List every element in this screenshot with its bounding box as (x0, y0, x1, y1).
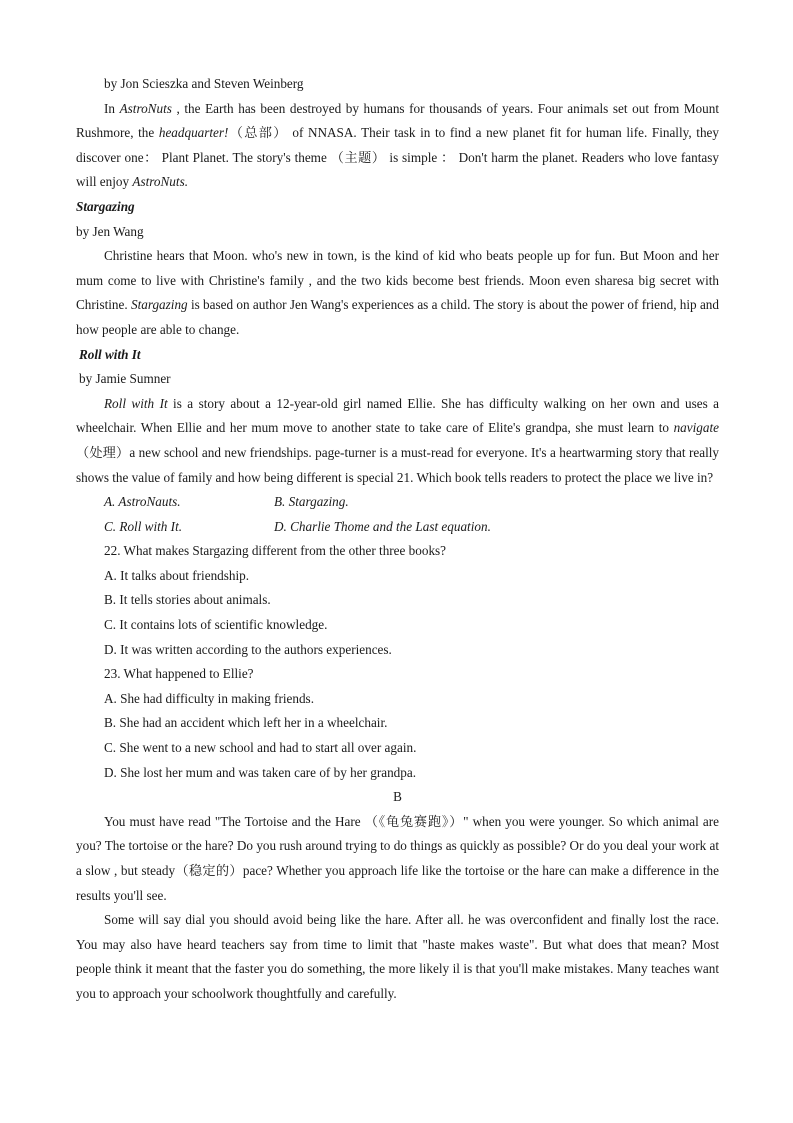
q23-option-a: A. She had difficulty in making friends. (104, 690, 314, 706)
q23-option-d: D. She lost her mum and was taken care of by her grandpa. (104, 764, 417, 780)
astronuts-p1-italic: AstroNuts (119, 100, 172, 116)
astronuts-p1: In (104, 100, 120, 116)
q21-option-a: A. AstroNauts. (104, 494, 181, 510)
roll-p1-italic2: navigate (673, 420, 719, 436)
stargazing-p1-italic: Stargazing (130, 297, 188, 313)
q21-option-d: D. Charlie Thome and the Last equation. (274, 518, 491, 534)
roll-title: Roll with It (79, 346, 141, 362)
q22-option-b: B. It tells stories about animals. (104, 592, 271, 608)
astronuts-paragraph (76, 97, 719, 195)
q22-stem: 22. What makes Stargazing different from the other three books? (104, 543, 447, 559)
astronuts-p3: （总部） of NNASA. Their task in to find a new planet fit for human life. Finally, they discover one： Plant Planet. The story's theme （主题） is simple ： Don't harm the planet. Readers who love fantasy will enjoy (76, 125, 719, 190)
q22-option-c: C. It contains lots of scientific knowledge. (104, 617, 328, 633)
section-b-paragraph-2: Some will say dial you should avoid being like the hare. After all. he was overconfident and finally lost the race. You may also have heard teachers say from time to limit that "haste makes waste". But what does that mean? Most people think it meant that the faster you do something, the more likely il is that you'll make mistakes. Many teaches want you to approach your schoolwork thoughtfully and carefully. (76, 912, 719, 1001)
q23-stem: 23. What happened to Ellie? (104, 666, 254, 682)
stargazing-title: Stargazing (76, 198, 135, 214)
stargazing-author: by Jen Wang (76, 223, 144, 239)
document-page (76, 72, 719, 1007)
section-b-paragraph-1: You must have read "The Tortoise and the Hare （《龟兔赛跑》）" when you were younger. So which animal are you? The tortoise or the hare? Do you rush around trying to do things as quickly as possible? Or do you deal your work at a slow , but steady（稳定的）pace? Whether you approach life like the tortoise or the hare can make a difference in the results you'll see. (76, 813, 719, 903)
q21-option-b: B. Stargazing. (274, 494, 349, 510)
q21-option-c: C. Roll with It. (104, 518, 183, 534)
stargazing-p2: is based on author Jen Wang's experiences as a child. The story is about the power of friend, hip and how people are able to change. (76, 297, 719, 337)
astronuts-author: by Jon Scieszka and Steven Weinberg (104, 76, 304, 91)
roll-p2: （处理）a new school and new friendships. page-turner is a must-read for everyone. It's a heartwarming story that really shows the value of family and how being different is special 21. Which book tells readers to protect the place we live in? (76, 444, 719, 485)
astronuts-p3-italic: AstroNuts. (132, 174, 188, 190)
section-b-label: B (393, 789, 402, 805)
stargazing-paragraph (76, 244, 719, 342)
q21-options-row-2 (76, 515, 719, 540)
q23-option-b: B. She had an accident which left her in a wheelchair. (104, 715, 388, 731)
stargazing-p1: Christine hears that Moon. who's new in town, is the kind of kid who beats people up for fun. But Moon and her mum come to live with Christine's family , and the two kids become best friends. Moon even sharesa big secret with Christine. (76, 248, 719, 313)
astronuts-p2-italic: headquarter! (158, 125, 229, 141)
q22-option-d: D. It was written according to the authors experiences. (104, 641, 392, 657)
q23-option-c: C. She went to a new school and had to start all over again. (104, 740, 417, 756)
astronuts-p2: , the Earth has been destroyed by humans for thousands of years. Four animals set out from Mount Rushmore, the (76, 100, 719, 141)
roll-p1-italic: Roll with It (104, 395, 168, 411)
roll-p1: is a story about a 12-year-old girl named Ellie. She has difficulty walking on her own and uses a wheelchair. When Ellie and her mum move to another state to take care of Elite's grandpa, she must learn to (76, 395, 719, 436)
q21-options-row-1 (76, 490, 719, 515)
roll-author: by Jamie Sumner (79, 371, 171, 387)
roll-paragraph (76, 392, 719, 490)
q22-option-a: A. It talks about friendship. (104, 567, 250, 583)
